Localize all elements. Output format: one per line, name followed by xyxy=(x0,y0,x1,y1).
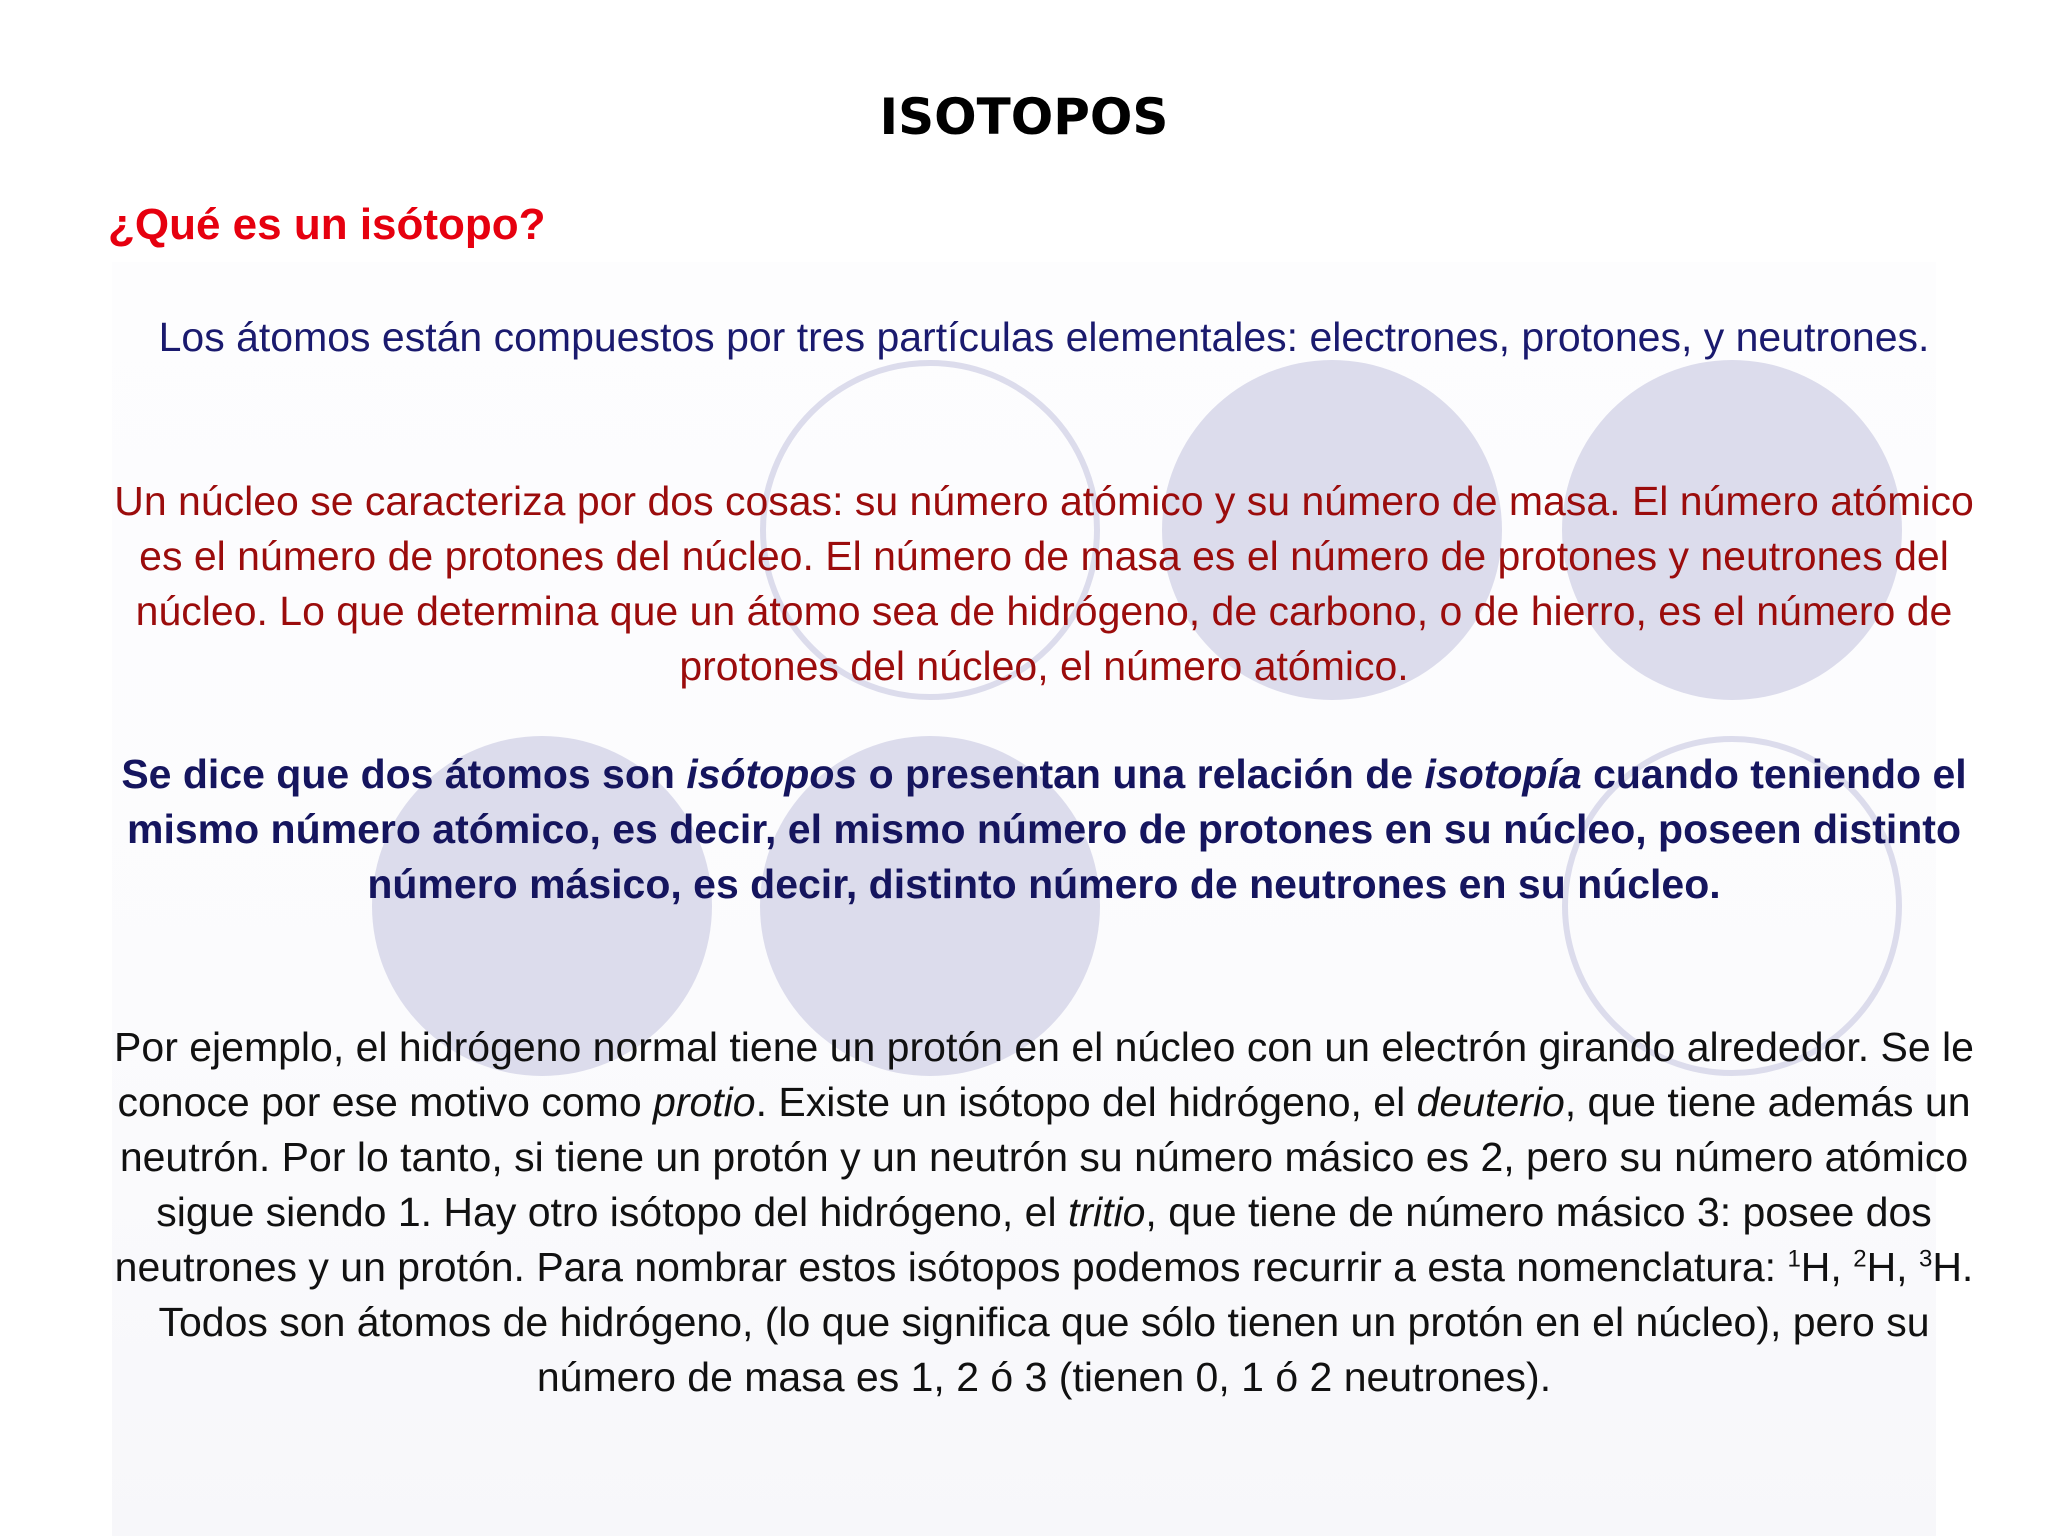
text-segment: H, xyxy=(1800,1244,1854,1290)
mass-number-superscript: 3 xyxy=(1918,1245,1933,1273)
text-segment: , que tiene de número másico 3: posee dos neutrones y un protón. Para nombrar estos isótopos podemos recurrir a esta nomenclatura: xyxy=(114,1189,1932,1290)
italic-term: tritio xyxy=(1067,1189,1146,1235)
section-question: ¿Qué es un isótopo? xyxy=(108,200,546,249)
paragraph-particles: Los átomos están compuestos por tres partículas elementales: electrones, protones, y neutrones. xyxy=(158,314,1930,360)
text-segment: . Existe un isótopo del hidrógeno, el xyxy=(755,1079,1417,1125)
italic-term: deuterio xyxy=(1416,1079,1565,1125)
italic-term: protio xyxy=(653,1079,756,1125)
text-segment: cuando teniendo el mismo número atómico, es decir, el mismo número de protones en su núcleo, poseen distinto número másico, es decir, distinto número de neutrones en su núcleo. xyxy=(127,751,1967,907)
paragraph-hydrogen-example xyxy=(110,1020,1978,1405)
text-segment: o presentan una relación de xyxy=(857,751,1425,797)
text-segment: H. Todos son átomos de hidrógeno, (lo que significa que sólo tienen un protón en el núcleo), pero su número de masa es 1, 2 ó 3 (tienen 0, 1 ó 2 neutrones). xyxy=(158,1244,1974,1400)
text-segment: , que tiene además un neutrón. Por lo tanto, si tiene un protón y un neutrón su número másico es 2, pero su número atómico sigue siendo 1. Hay otro isótopo del hidrógeno, el xyxy=(119,1079,1971,1235)
text-segment: Se dice que dos átomos son xyxy=(121,751,687,797)
italic-term: isotopía xyxy=(1424,751,1582,797)
text-segment: H, xyxy=(1866,1244,1919,1290)
page-title: ISOTOPOS xyxy=(879,88,1169,146)
text-segment: Por ejemplo, el hidrógeno normal tiene un protón en el núcleo con un electrón girando alrededor. Se le conoce por ese motivo como xyxy=(114,1024,1974,1125)
mass-number-superscript: 1 xyxy=(1787,1245,1801,1273)
paragraph-nucleus: Un núcleo se caracteriza por dos cosas: su número atómico y su número de masa. El número atómico es el número de protones del núcleo. El número de masa es el número de protones y neutrones del núcleo. Lo que determina que un átomo sea de hidrógeno, de carbono, o de hierro, es el número de protones del núcleo, el número atómico. xyxy=(114,478,1974,689)
mass-number-superscript: 2 xyxy=(1853,1245,1867,1273)
italic-term: isótopos xyxy=(686,751,858,797)
paragraph-isotope-definition xyxy=(110,747,1978,912)
